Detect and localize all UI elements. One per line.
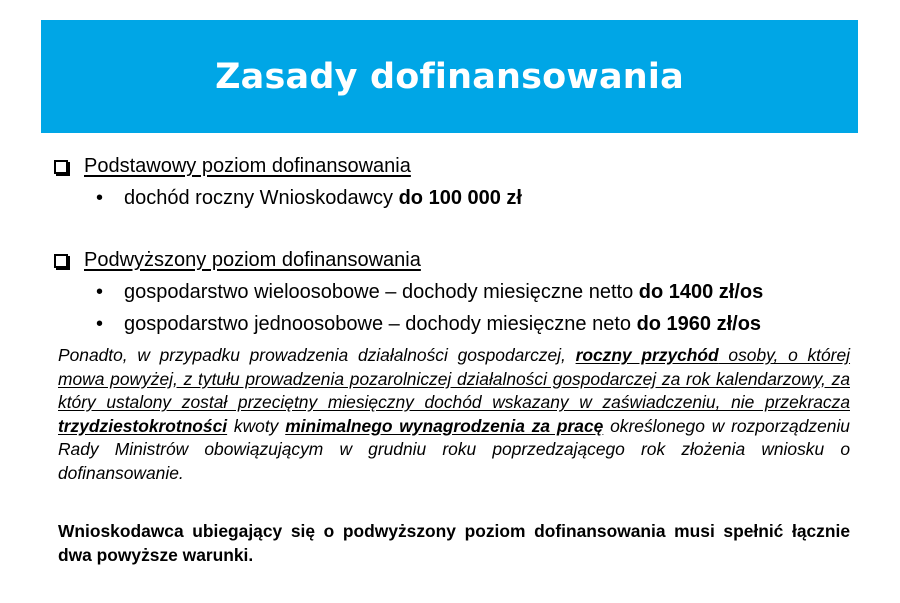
section-basic-level [54,155,411,178]
bullet-dot-icon: • [96,281,104,303]
section-increased-title: Podwyższony poziom dofinansowania [84,249,421,271]
bullet-single-person [96,313,761,336]
checkbox-square-icon [54,160,68,174]
bullet-text: dochód roczny Wnioskodawcy do 100 000 zł [124,187,522,209]
bullet-dot-icon: • [96,313,104,335]
bullet-dot-icon: • [96,187,104,209]
checkbox-square-icon [54,254,68,268]
title-banner [41,20,858,133]
bullet-multi-person [96,281,763,304]
bullet-text: gospodarstwo wieloosobowe – dochody miesięczne netto do 1400 zł/os [124,281,764,303]
bullet-annual-income [96,187,522,210]
business-income-paragraph: Ponadto, w przypadku prowadzenia działalności gospodarczej, roczny przychód osoby, o której mowa powyżej, z tytułu prowadzenia pozarolniczej działalności gospodarczej za rok kalendarzowy, za który ustalony został przeciętny miesięczny dochód wskazany w zaświadczeniu, nie przekracza trzydziestokrotności kwoty minimalnego wynagrodzenia za pracę określonego w rozporządzeniu Rady Ministrów obowiązującym w grudniu roku poprzedzającego rok złożenia wniosku o dofinansowanie. [58,345,851,483]
section-basic-title: Podstawowy poziom dofinansowania [84,155,411,177]
section-increased-level [54,249,421,272]
page-title: Zasady dofinansowania [215,56,684,97]
conclusion-text: Wnioskodawca ubiegający się o podwyższony poziom dofinansowania musi spełnić łącznie dwa powyższe warunki. [58,521,850,565]
bullet-text: gospodarstwo jednoosobowe – dochody miesięczne neto do 1960 zł/os [124,313,762,335]
